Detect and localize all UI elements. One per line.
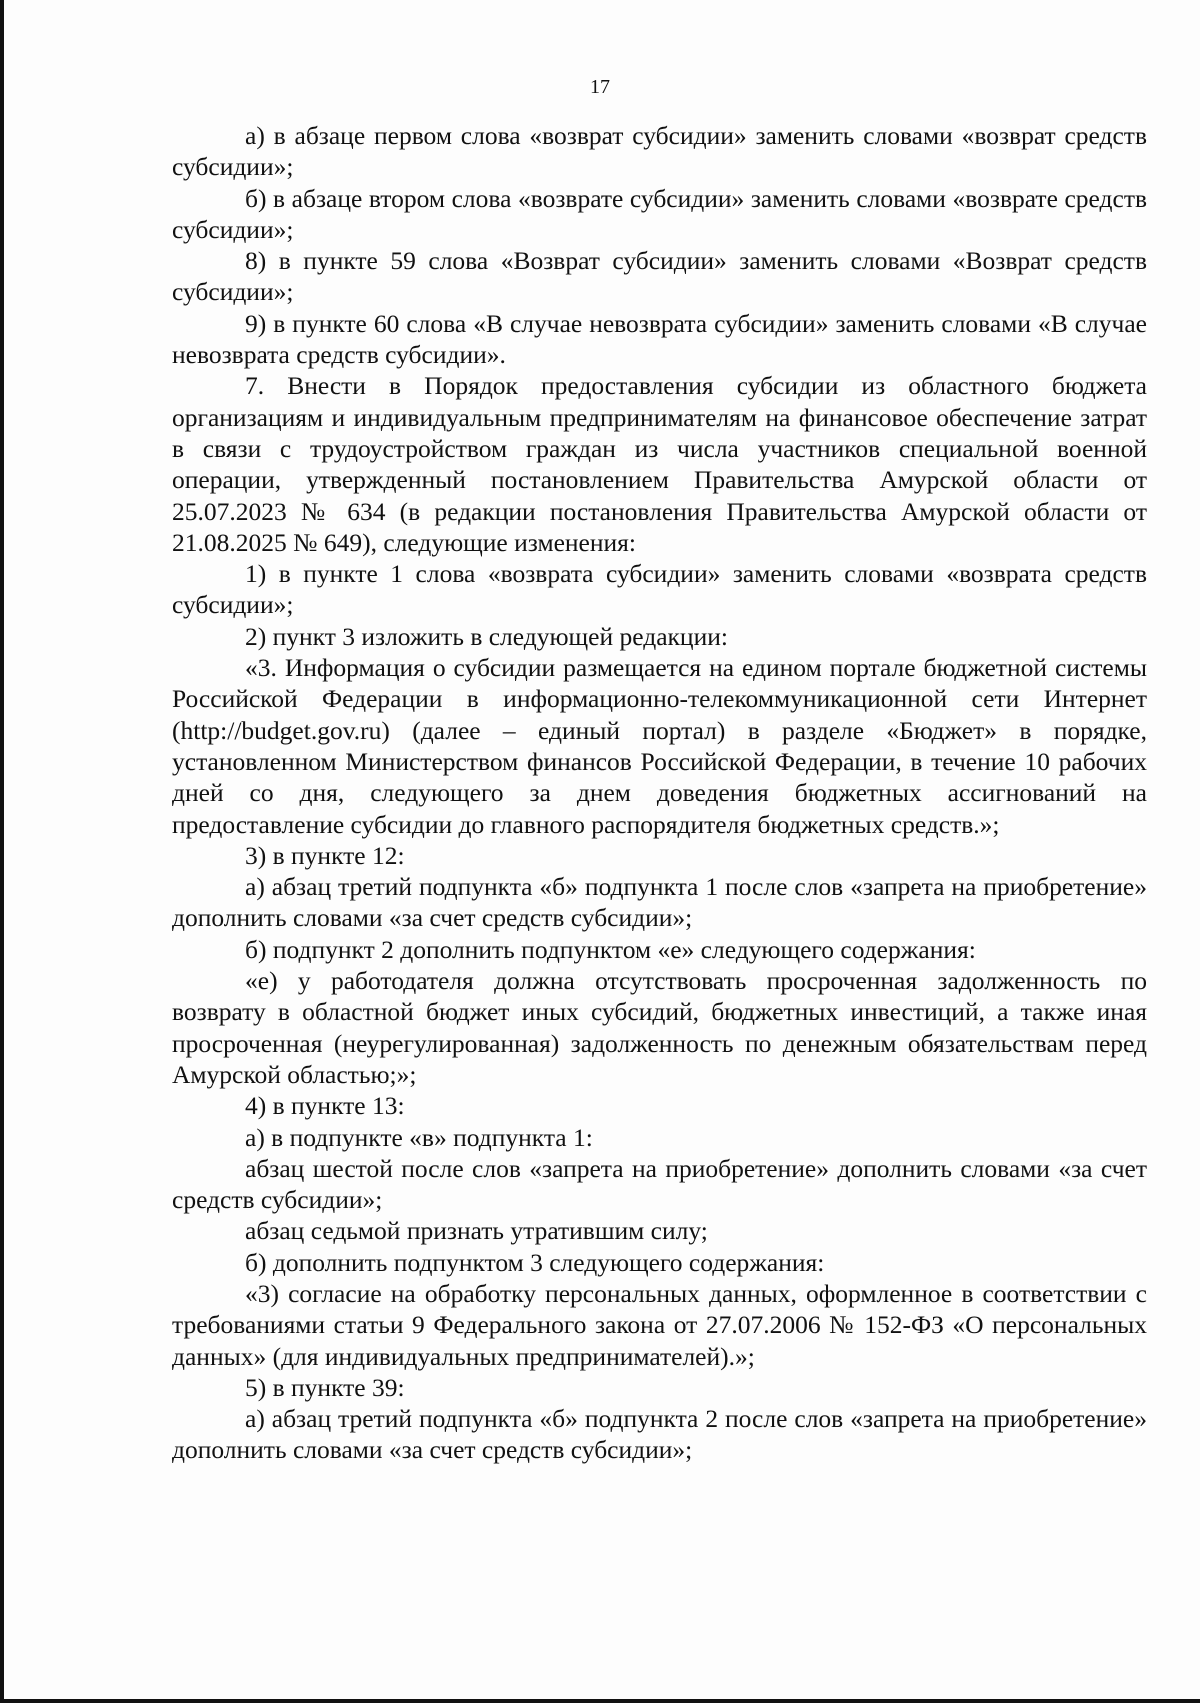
paragraph: а) абзац третий подпункта «б» подпункта 1 после слов «запрета на приобретение» дополнить словами «за счет средств субсидии»; [172, 872, 1147, 933]
paragraph: абзац шестой после слов «запрета на приобретение» дополнить словами «за счет средств субсидии»; [172, 1153, 1147, 1215]
paragraph: а) в подпункте «в» подпункта 1: [245, 1122, 593, 1152]
paragraph: «3) согласие на обработку персональных данных, оформленное в соответствии с требованиями статьи 9 Федерального закона от 27.07.2006 № 152-ФЗ «О персональных данных» (для индивидуальных предпринимателей).»; [172, 1278, 1147, 1371]
paragraph: «е) у работодателя должна отсутствовать просроченная задолженность по возврату в областной бюджет иных субсидий, бюджетных инвестиций, а также иная просроченная (неурегулированная) задолженность по денежным обязательствам перед Амурской областью;»; [172, 966, 1147, 1089]
paragraph: б) подпункт 2 дополнить подпунктом «е» следующего содержания: [245, 934, 976, 964]
paragraph: абзац седьмой признать утратившим силу; [245, 1216, 708, 1246]
document-body [172, 120, 1147, 1466]
page-number: 17 [590, 76, 610, 98]
paragraph: б) в абзаце втором слова «возврате субсидии» заменить словами «возврате средств субсидии»; [172, 183, 1147, 244]
paragraph: 7. Внести в Порядок предоставления субсидии из областного бюджета организациям и индивидуальным предпринимателям на финансовое обеспечение затрат в связи с трудоустройством граждан из числа участников специальной военной операции, утвержденный постановлением Правительства Амурской области от 25.07.2023 № 634 (в редакции постановления Правительства Амурской области от 21.08.2025 № 649), следующие изменения: [172, 371, 1147, 557]
paragraph: 3) в пункте 12: [245, 840, 405, 870]
paragraph: 9) в пункте 60 слова «В случае невозврата субсидии» заменить словами «В случае невозврата средств субсидии». [172, 308, 1147, 370]
scan-left-edge [0, 0, 4, 1703]
paragraph: 4) в пункте 13: [245, 1091, 405, 1121]
paragraph: б) дополнить подпунктом 3 следующего содержания: [245, 1247, 825, 1277]
paragraph: 1) в пункте 1 слова «возврата субсидии» заменить словами «возврата средств субсидии»; [172, 559, 1147, 620]
paragraph: 8) в пункте 59 слова «Возврат субсидии» заменить словами «Возврат средств субсидии»; [172, 246, 1147, 307]
paragraph: 2) пункт 3 изложить в следующей редакции: [245, 621, 728, 651]
scan-bottom-edge [0, 1699, 1200, 1703]
paragraph: а) абзац третий подпункта «б» подпункта 2 после слов «запрета на приобретение» дополнить словами «за счет средств субсидии»; [172, 1404, 1147, 1465]
paragraph: 5) в пункте 39: [245, 1372, 405, 1402]
paragraph: а) в абзаце первом слова «возврат субсидии» заменить словами «возврат средств субсидии»; [172, 121, 1147, 182]
paragraph: «3. Информация о субсидии размещается на едином портале бюджетной системы Российской Федерации в информационно-телекоммуникационной сети Интернет (http://budget.gov.ru) (далее – единый портал) в разделе «Бюджет» в порядке, установленном Министерством финансов Российской Федерации, в течение 10 рабочих дней со дня, следующего за днем доведения бюджетных ассигнований на предоставление субсидии до главного распорядителя бюджетных средств.»; [172, 653, 1147, 839]
